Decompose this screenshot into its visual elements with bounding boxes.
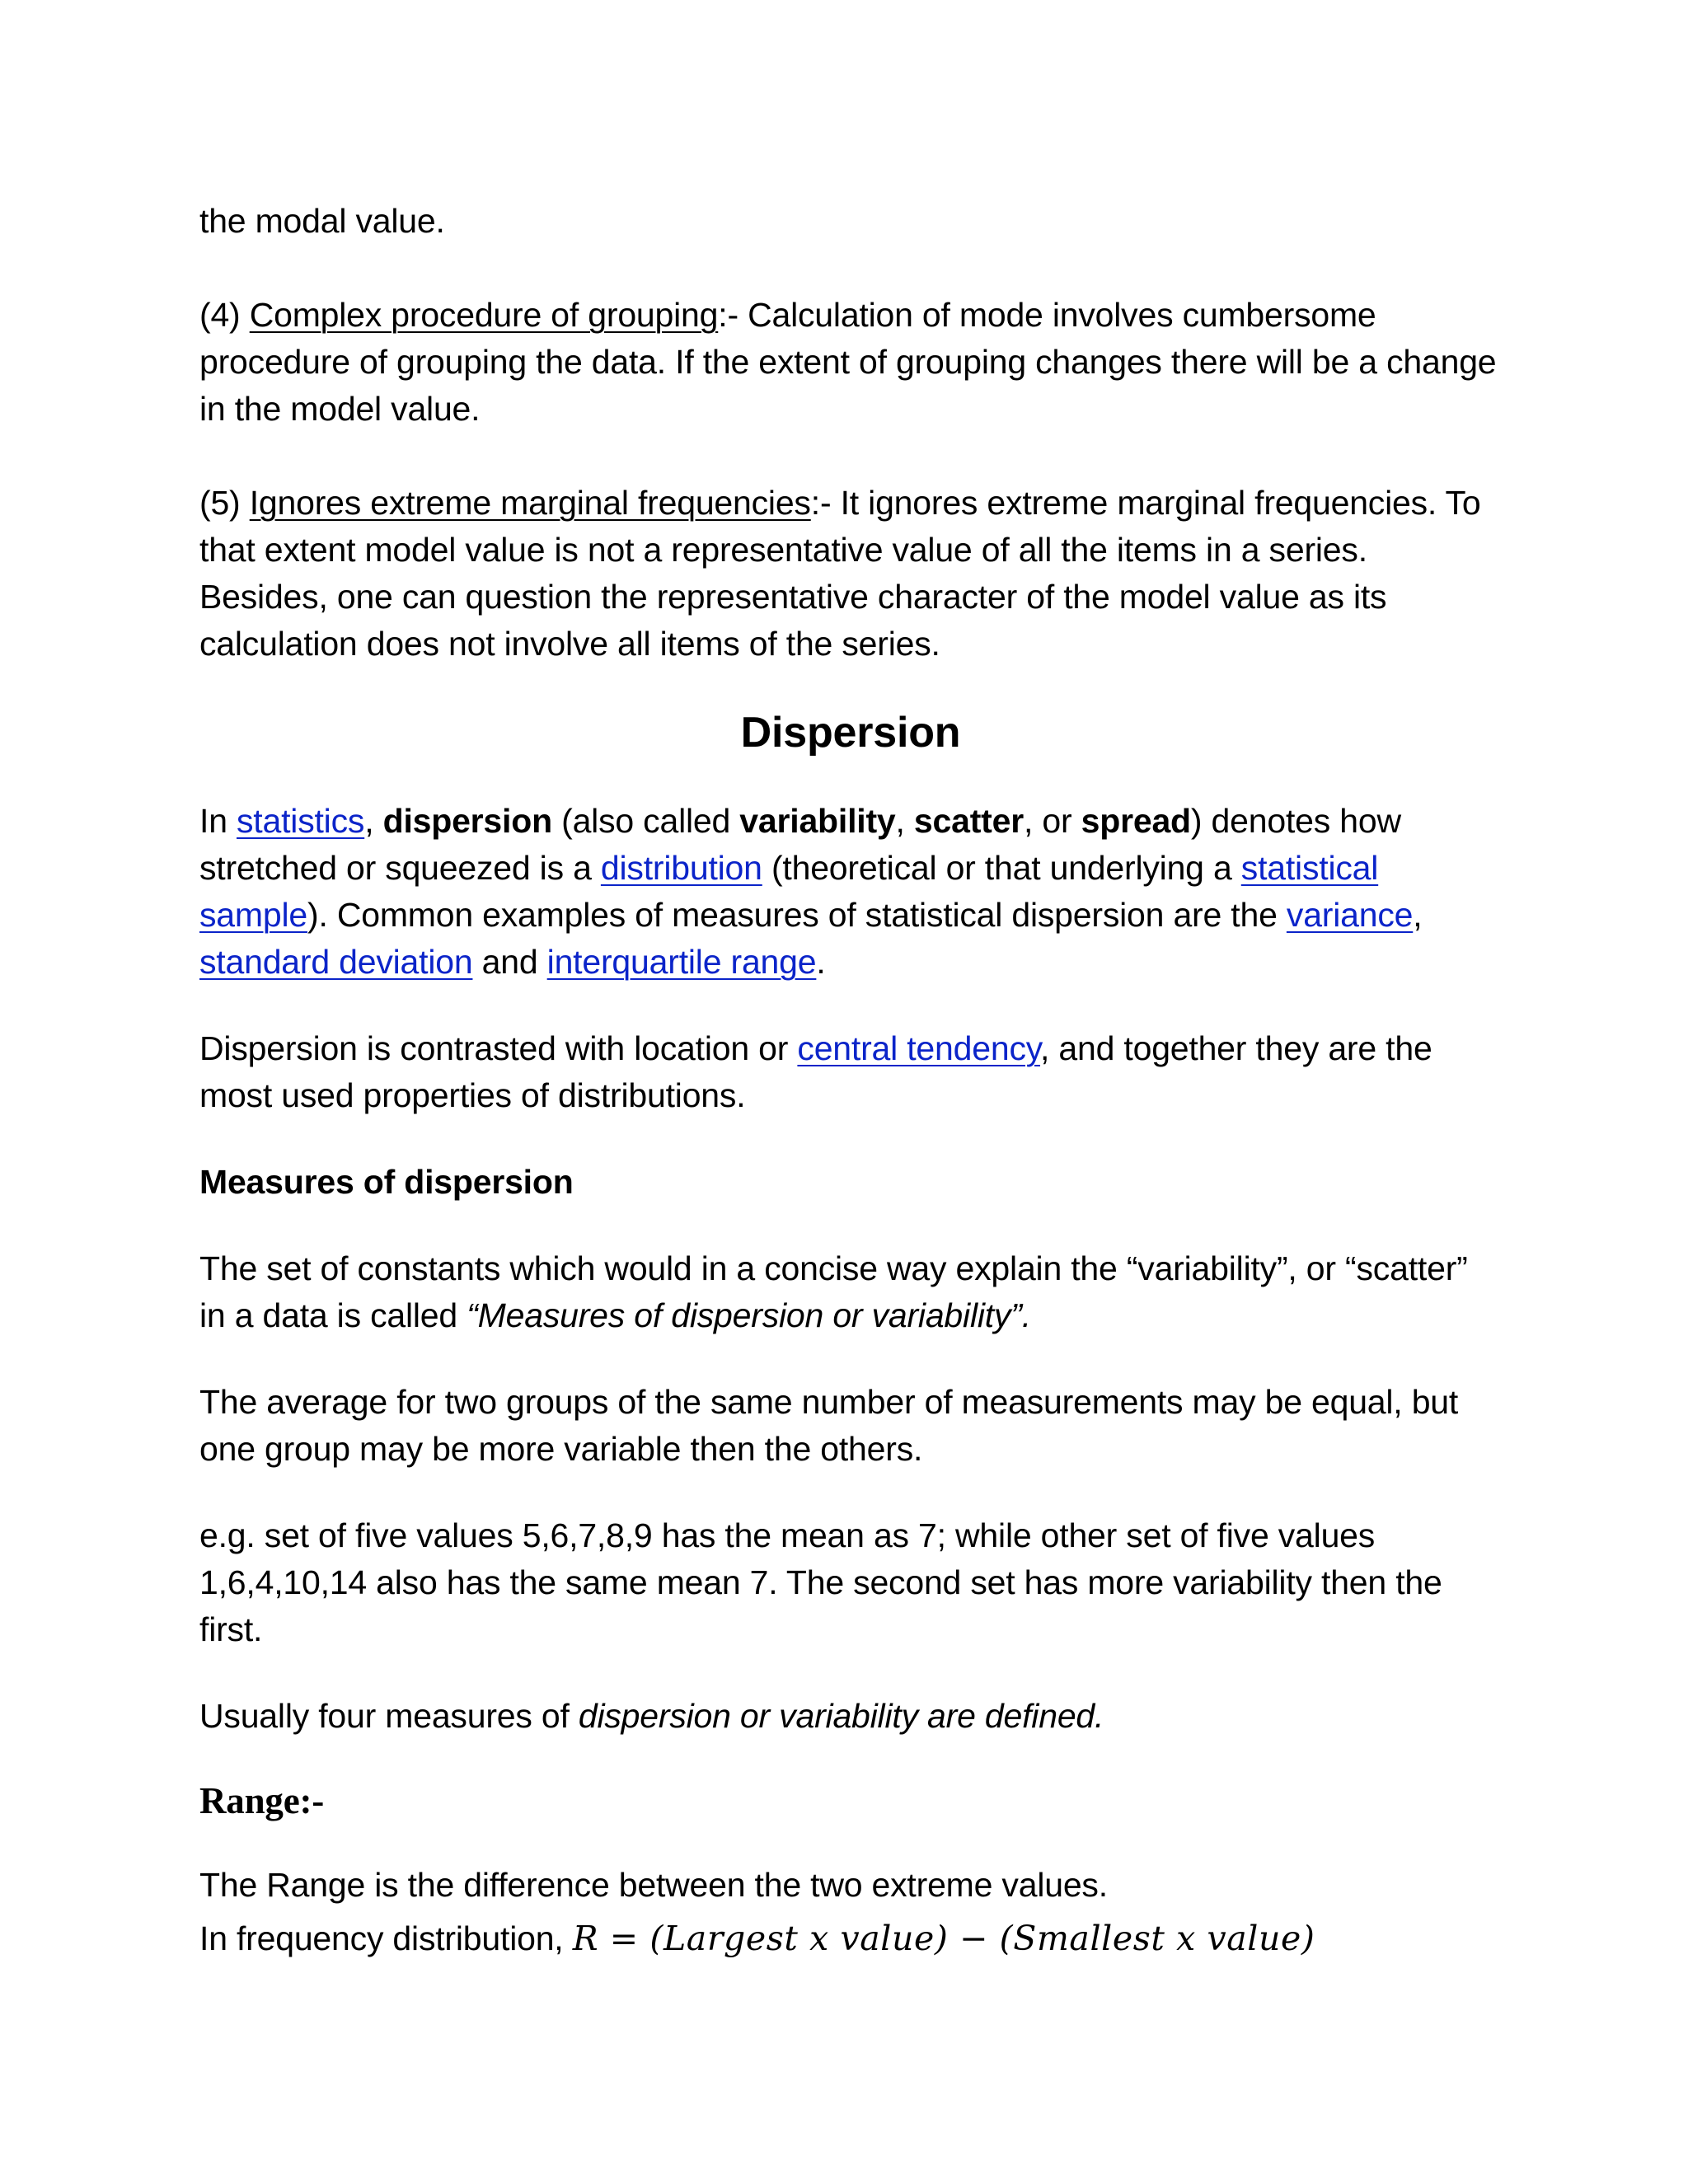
definition-text-6: ) denotes how stretched or squeezed is a	[199, 802, 1401, 887]
definition-text-10: and	[472, 943, 547, 981]
definition-text-2: ,	[364, 802, 383, 840]
document-page	[199, 198, 1502, 1962]
central-tendency-link[interactable]: central tendency	[797, 1029, 1041, 1067]
interquartile-range-link[interactable]: interquartile range	[546, 943, 817, 981]
definition-text-4: ,	[895, 802, 914, 840]
term-spread: spread	[1081, 802, 1191, 840]
definition-paragraph	[199, 798, 1502, 986]
measures-heading: Measures of dispersion	[199, 1163, 574, 1201]
contrast-paragraph	[199, 1025, 1502, 1119]
average-paragraph: The average for two groups of the same number of measurements may be equal, but one group may be more variable then the others.	[199, 1383, 1459, 1468]
usually-italic: dispersion or variability are defined.	[578, 1697, 1104, 1735]
point-4-paragraph	[199, 292, 1502, 433]
definition-text-1: In	[199, 802, 237, 840]
definition-text-7: (theoretical or that underlying a	[762, 849, 1241, 887]
contrast-text-2: , and together they are the most used properties of distributions.	[199, 1029, 1432, 1114]
range-heading: Range:-	[199, 1780, 325, 1821]
definition-text-11: .	[816, 943, 826, 981]
range-formula: R = (Largest x value) − (Smallest x value)	[572, 1919, 1315, 1958]
contrast-text-1: Dispersion is contrasted with location or	[199, 1029, 798, 1067]
distribution-link[interactable]: distribution	[600, 849, 762, 887]
usually-paragraph	[199, 1693, 1502, 1740]
range-line-1: The Range is the difference between the two extreme values.	[199, 1866, 1108, 1904]
point-4-text: :- Calculation of mode involves cumbersome procedure of grouping the data. If the extent of grouping changes there will be a change in the model value.	[199, 296, 1497, 428]
point-5-title: Ignores extreme marginal frequencies	[249, 484, 811, 522]
term-scatter: scatter	[913, 802, 1024, 840]
range-line-2-text: In frequency distribution,	[199, 1919, 573, 1957]
point-5-paragraph	[199, 480, 1502, 668]
definition-text-8: ). Common examples of measures of statistical dispersion are the	[307, 896, 1287, 934]
point-5-text: :- It ignores extreme marginal frequencies. To that extent model value is not a representative value of all the items in a series. Besides, one can question the representative character of the model value as its calculation does not involve all items of the series.	[199, 484, 1481, 663]
point-4-number: (4)	[199, 296, 250, 334]
term-variability: variability	[739, 802, 896, 840]
statistical-sample-link[interactable]: statistical sample	[199, 849, 1379, 934]
definition-text-9: ,	[1413, 896, 1423, 934]
standard-deviation-link[interactable]: standard deviation	[199, 943, 473, 981]
term-dispersion: dispersion	[382, 802, 552, 840]
constants-paragraph	[199, 1245, 1502, 1339]
constants-italic: “Measures of dispersion or variability”.	[467, 1296, 1031, 1334]
definition-text-3: (also called	[551, 802, 740, 840]
dispersion-heading: Dispersion	[740, 709, 961, 757]
example-paragraph: e.g. set of five values 5,6,7,8,9 has the mean as 7; while other set of five values 1,6,4,10,14 also has the same mean 7. The second set has more variability then the first.	[199, 1516, 1442, 1648]
constants-text: The set of constants which would in a concise way explain the “variability”, or “scatter” in a data is called	[199, 1249, 1468, 1334]
range-line-2	[199, 1915, 1502, 1962]
point-5-number: (5)	[199, 484, 250, 522]
statistics-link[interactable]: statistics	[237, 802, 365, 840]
usually-text: Usually four measures of	[199, 1697, 579, 1735]
intro-line: the modal value.	[199, 202, 445, 240]
point-4-title: Complex procedure of grouping	[249, 296, 719, 334]
variance-link[interactable]: variance	[1286, 896, 1414, 934]
definition-text-5: , or	[1024, 802, 1081, 840]
